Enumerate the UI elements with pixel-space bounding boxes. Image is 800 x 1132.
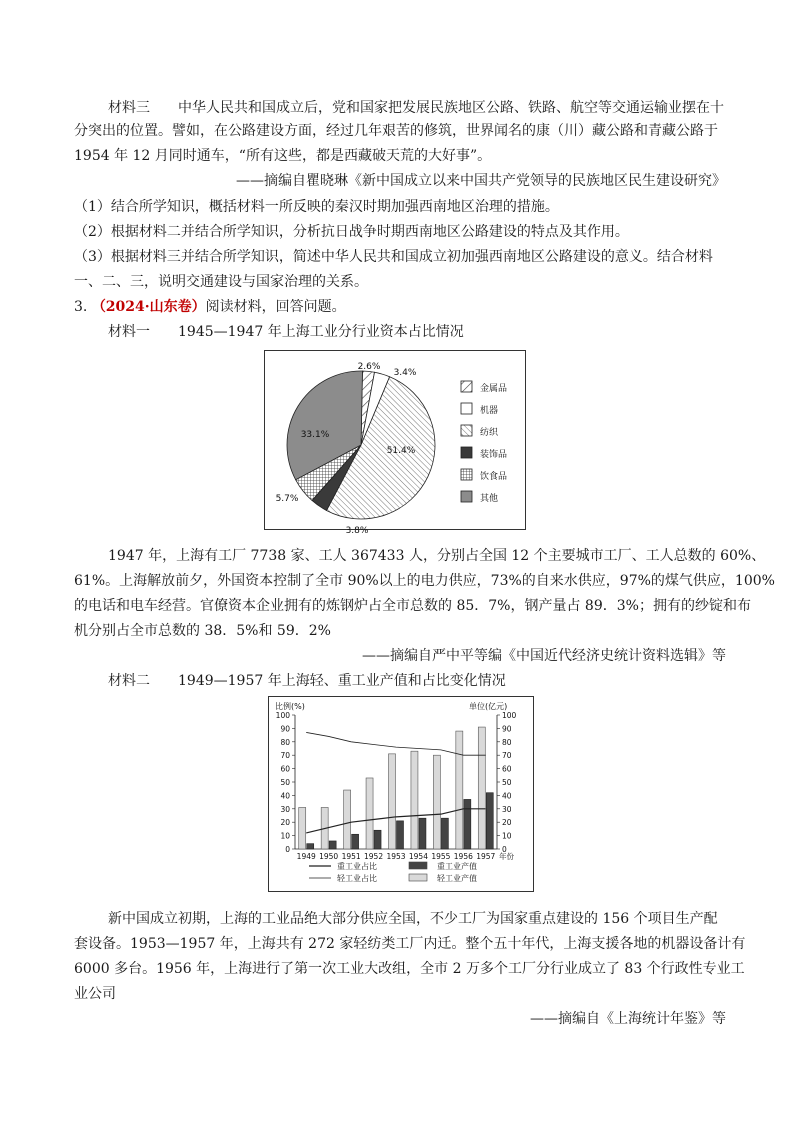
bar-heavy-1951 bbox=[352, 834, 359, 849]
x-tick: 1956 bbox=[453, 852, 473, 861]
x-tick: 1954 bbox=[408, 852, 428, 861]
y-tick-right: 60 bbox=[502, 764, 512, 774]
bar-line-chart bbox=[269, 697, 533, 891]
bar-light-1951 bbox=[344, 790, 351, 849]
bar-heavy-1956 bbox=[464, 799, 471, 849]
bar-heavy-1955 bbox=[441, 818, 448, 849]
bar-heavy-1950 bbox=[329, 841, 336, 849]
question-3-heading bbox=[74, 297, 346, 317]
y-tick-right: 70 bbox=[502, 751, 512, 761]
pie-legend-label: 饮食品 bbox=[480, 472, 508, 482]
material2-para2: 套设备。1953—1957 年，上海共有 272 家轻纺类工厂内迁。整个五十年代，上海支援各地的机器设备计有 bbox=[74, 936, 746, 952]
pie-chart-figure bbox=[264, 350, 526, 536]
y-tick-left: 90 bbox=[280, 724, 290, 734]
question-3a: （3）根据材料三并结合所学知识，简述中华人民共和国成立初加强西南地区公路建设的意义。结合材料 bbox=[74, 249, 713, 265]
y-tick-right: 50 bbox=[502, 778, 512, 787]
bar-light-1956 bbox=[456, 731, 463, 849]
pie-label-纺织: 51.4% bbox=[386, 446, 416, 456]
question-1: （1）结合所学知识，概括材料一所反映的秦汉时期加强西南地区治理的措施。 bbox=[74, 199, 559, 215]
x-tick: 1957 bbox=[476, 852, 496, 861]
question-instruction: 阅读材料，回答问题。 bbox=[205, 299, 346, 315]
legend-label: 重工业产值 bbox=[437, 862, 477, 871]
y-tick-right: 90 bbox=[502, 724, 512, 734]
legend-label: 轻工业产值 bbox=[437, 874, 477, 883]
y-tick-left: 20 bbox=[280, 818, 290, 828]
question-3b: 一、二、三，说明交通建设与国家治理的关系。 bbox=[74, 274, 368, 290]
material1-para3: 的电话和电车经营。官僚资本企业拥有的炼钢炉占全市总数的 85．7%，钢产量占 89．3%；拥有的纱锭和布 bbox=[74, 598, 751, 614]
x-tick: 1951 bbox=[341, 852, 361, 861]
x-tick: 1949 bbox=[296, 852, 316, 861]
material3-line2: 分突出的位置。譬如，在公路建设方面，经过几年艰苦的修筑，世界闻名的康（川）藏公路和青藏公路于 bbox=[74, 123, 718, 139]
x-tick: 1950 bbox=[319, 852, 339, 861]
x-tick: 1955 bbox=[431, 852, 451, 861]
pie-legend-swatch bbox=[461, 381, 472, 392]
y-tick-left: 50 bbox=[280, 778, 290, 787]
bar-light-1954 bbox=[411, 751, 418, 849]
pie-legend-label: 纺织 bbox=[480, 428, 499, 438]
x-axis-suffix: 年份 bbox=[499, 852, 514, 861]
pie-legend-label: 装饰品 bbox=[480, 450, 508, 460]
bar-heavy-1949 bbox=[307, 844, 314, 849]
y-tick-left: 80 bbox=[280, 737, 290, 747]
pie-legend-swatch bbox=[461, 403, 472, 414]
y-tick-right: 10 bbox=[502, 831, 512, 841]
exam-source-tag: （2024·山东卷） bbox=[91, 299, 206, 315]
y-tick-left: 70 bbox=[280, 751, 290, 761]
pie-legend-label: 金属品 bbox=[480, 384, 508, 394]
bar-line-chart-figure bbox=[268, 696, 534, 892]
left-axis-label: 比例(%) bbox=[275, 702, 305, 711]
material2-para1: 新中国成立初期，上海的工业品绝大部分供应全国，不少工厂为国家重点建设的 156 个项目生产配 bbox=[108, 911, 718, 927]
question-2: （2）根据材料二并结合所学知识，分析抗日战争时期西南地区公路建设的特点及其作用。 bbox=[74, 224, 629, 240]
right-axis-label: 单位(亿元) bbox=[469, 702, 508, 711]
bar-light-1952 bbox=[366, 778, 373, 849]
legend-label: 重工业占比 bbox=[337, 862, 377, 871]
pie-legend-swatch bbox=[461, 425, 472, 436]
material1-para4: 机分别占全市总数的 38．5%和 59．2% bbox=[74, 623, 331, 639]
pie-label-装饰品: 3.8% bbox=[345, 526, 369, 536]
y-tick-left: 0 bbox=[285, 845, 290, 854]
pie-legend-label: 其他 bbox=[480, 494, 499, 504]
x-tick: 1952 bbox=[364, 852, 384, 861]
material1-para2: 61%。上海解放前夕，外国资本控制了全市 90%以上的电力供应，73%的自来水供应，97%的煤气供应，100% bbox=[74, 573, 775, 589]
material2-para3: 6000 多台。1956 年，上海进行了第一次工业大改组，全市 2 万多个工厂分行业成立了 83 个行政性专业工 bbox=[74, 961, 745, 977]
pie-label-其他: 33.1% bbox=[300, 430, 330, 440]
pie-legend-swatch bbox=[461, 491, 472, 502]
bar-heavy-1957 bbox=[486, 793, 493, 849]
bar-light-1957 bbox=[478, 727, 485, 849]
material3-line3: 1954 年 12 月同时通车，“所有这些，都是西藏破天荒的大好事”。 bbox=[74, 148, 492, 164]
material2-title: 材料二 1949—1957 年上海轻、重工业产值和占比变化情况 bbox=[108, 673, 506, 689]
pie-label-金属品: 2.6% bbox=[357, 362, 381, 372]
legend-label: 轻工业占比 bbox=[337, 874, 377, 883]
material1-source: ——摘编自严中平等编《中国近代经济史统计资料选辑》等 bbox=[362, 648, 726, 664]
pie-label-饮食品: 5.7% bbox=[275, 494, 299, 504]
material2-para4: 业公司 bbox=[74, 986, 116, 1002]
pie-legend-swatch bbox=[461, 469, 472, 480]
y-tick-right: 20 bbox=[502, 818, 512, 828]
y-tick-left: 60 bbox=[280, 764, 290, 774]
pie-label-机器: 3.4% bbox=[393, 368, 417, 378]
material1-title: 材料一 1945—1947 年上海工业分行业资本占比情况 bbox=[108, 324, 464, 340]
y-tick-right: 80 bbox=[502, 737, 512, 747]
y-tick-left: 40 bbox=[280, 791, 290, 801]
y-tick-left: 10 bbox=[280, 831, 290, 841]
question-number: 3. bbox=[74, 299, 88, 315]
material1-para1: 1947 年，上海有工厂 7738 家、工人 367433 人，分别占全国 12 个主要城市工厂、工人总数的 60%、 bbox=[108, 548, 766, 564]
pie-legend-label: 机器 bbox=[480, 406, 499, 416]
y-tick-right: 100 bbox=[502, 711, 517, 720]
y-tick-left: 100 bbox=[275, 711, 290, 720]
bar-heavy-1954 bbox=[419, 818, 426, 849]
pie-legend-swatch bbox=[461, 447, 472, 458]
y-tick-right: 40 bbox=[502, 791, 512, 801]
material3-source: ——摘编自瞿晓琳《新中国成立以来中国共产党领导的民族地区民生建设研究》 bbox=[236, 173, 726, 189]
bar-light-1949 bbox=[299, 807, 306, 849]
material3-line1: 材料三 中华人民共和国成立后，党和国家把发展民族地区公路、铁路、航空等交通运输业摆在十 bbox=[108, 100, 724, 116]
bar-heavy-1953 bbox=[397, 821, 404, 849]
bar-heavy-1952 bbox=[374, 830, 381, 849]
pie-chart bbox=[265, 351, 525, 536]
y-tick-right: 30 bbox=[502, 804, 512, 814]
material2-source: ——摘编自《上海统计年鉴》等 bbox=[530, 1011, 726, 1027]
legend-bar-swatch bbox=[409, 862, 427, 869]
bar-light-1955 bbox=[433, 755, 440, 849]
y-tick-left: 30 bbox=[280, 804, 290, 814]
bar-light-1953 bbox=[389, 754, 396, 849]
y-tick-right: 0 bbox=[502, 845, 507, 854]
x-tick: 1953 bbox=[386, 852, 406, 861]
legend-bar-swatch bbox=[409, 874, 427, 881]
